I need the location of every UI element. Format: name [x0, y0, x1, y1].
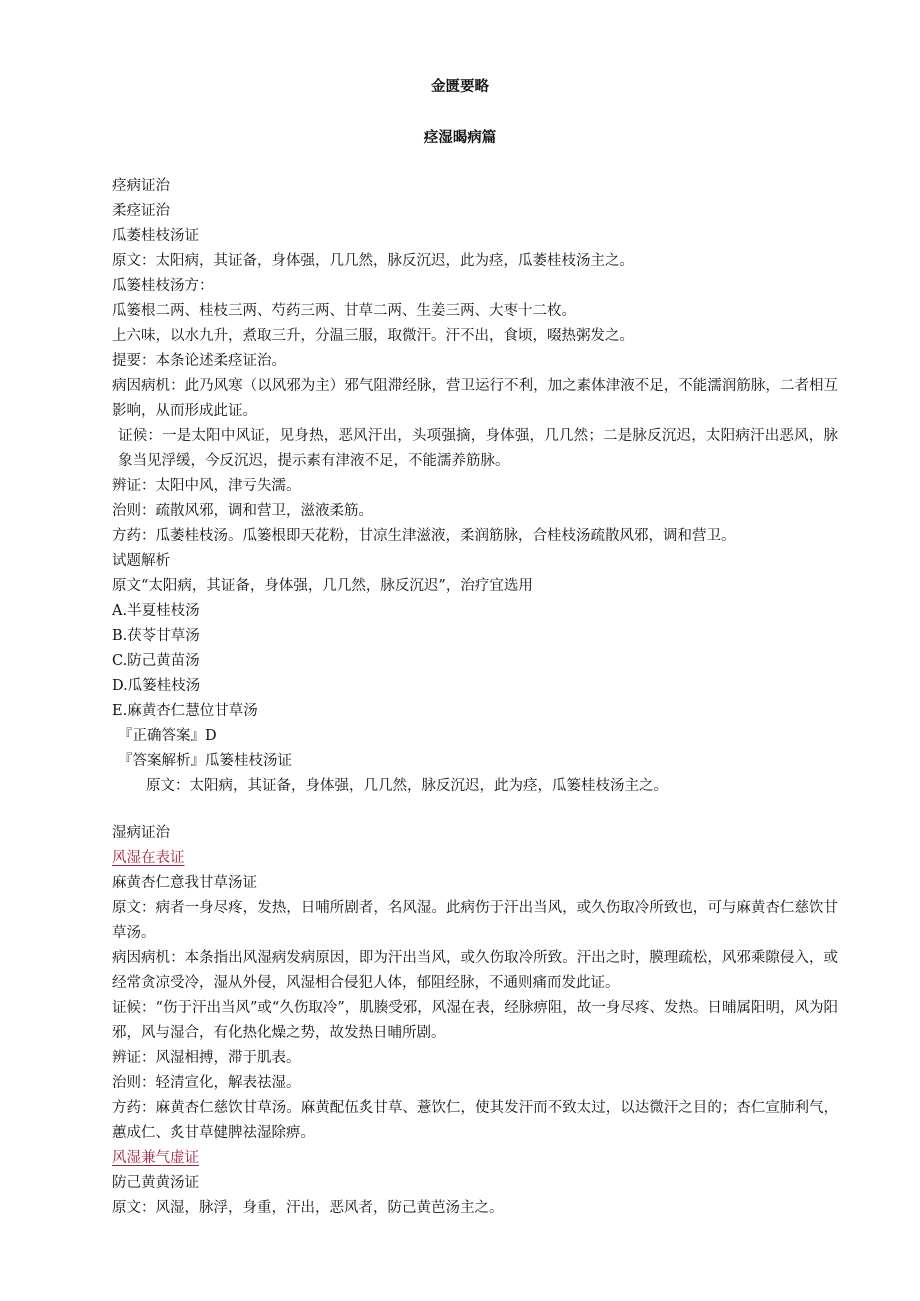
exam-question: 原文“太阳病，其证备，身体强，几几然，脉反沉迟”，治疗宜选用	[112, 578, 533, 594]
pathogenesis-text: 病因病机：此乃风寒（以风邪为主）邪气阻滞经脉，营卫运行不利，加之素体津液不足，不能濡润筋脉，二者相互影响，从而形成此证。	[112, 378, 838, 419]
section-heading: 痉病证治	[112, 178, 170, 194]
formula-ingredients: 瓜篓根二两、桂枝三两、芍药三两、甘草二两、生姜三两、大枣十二枚。	[112, 303, 576, 319]
original-text: 原文：风湿，脉浮，身重，汗出，恶风者，防己黄芭汤主之。	[112, 1200, 504, 1216]
treatment-principle-text: 治则：轻清宣化，解表祛湿。	[112, 1075, 301, 1091]
differentiation-text: 辨证：风湿相搏，滞于肌表。	[112, 1050, 301, 1066]
answer-explanation: 『答案解析』瓜篓桂枝汤证	[118, 753, 292, 769]
option-a: A.半夏桂枝汤	[112, 603, 200, 619]
formula-heading: 瓜萎桂枝汤证	[112, 228, 199, 244]
treatment-principle-text: 治则：疏散风邪，调和营卫，滋液柔筋。	[112, 503, 373, 519]
formula-heading: 麻黄杏仁意我甘草汤证	[112, 875, 257, 891]
original-text: 原文：病者一身尽疼，发热，日哺所剧者，名风湿。此病伤于汗出当风，或久伤取冷所致也，可与麻黄杏仁慈饮甘草汤。	[112, 900, 838, 941]
prescription-text: 方药：麻黄杏仁慈饮甘草汤。麻黄配伍炙甘草、薏饮仁，使其发汗而不致太过，以达微汗之目的；杏仁宣肺利气，蕙成仁、炙甘草健脾祛湿除痹。	[112, 1100, 838, 1141]
formula-label: 瓜篓桂枝汤方：	[112, 278, 214, 294]
exam-heading: 试题解析	[112, 553, 170, 569]
option-c: C.防己黄苗汤	[112, 653, 200, 669]
spacer	[112, 799, 838, 821]
prescription-text: 方药：瓜萎桂枝汤。瓜篓根即天花粉，甘凉生津滋液，柔润筋脉，合桂枝汤疏散风邪，调和营卫。	[112, 528, 736, 544]
syndrome-text: 证候：一是太阳中风证，见身热，恶风汗出，头项强摘，身体强，几几然；二是脉反沉迟，太阳病汗出恶风，脉象当见浮缓，今反沉迟，提示素有津液不足，不能濡养筋脉。	[118, 428, 838, 469]
section-heading: 湿病证治	[112, 825, 170, 841]
option-d: D.瓜篓桂枝汤	[112, 678, 201, 694]
explanation-original-text: 原文：太阳病，其证备，身体强，几几然，脉反沉迟，此为痉，瓜篓桂枝汤主之。	[146, 778, 668, 794]
document-body	[112, 174, 838, 1221]
original-text: 原文：太阳病，其证备，身体强，几几然，脉反沉迟，此为痉，瓜萎桂枝汤主之。	[112, 253, 634, 269]
syndrome-text: 证候：“伤于汗出当风”或“久伤取冷”，肌腠受邪，风湿在表，经脉痹阻，故一身尽疼、发热。日晡属阳明，风为阳邪，风与湿合，有化热化燥之势，故发热日晡所剧。	[112, 1000, 838, 1041]
option-e: E.麻黄杏仁慧位甘草汤	[112, 703, 258, 719]
chapter-title: 痉湿暍病篇	[423, 130, 497, 146]
formula-method: 上六味，以水九升，煮取三升，分温三服，取微汗。汗不出，食顷，啜热粥发之。	[112, 328, 634, 344]
summary-text: 提要：本条论述柔痉证治。	[112, 353, 286, 369]
formula-heading: 防己黄黄汤证	[112, 1175, 199, 1191]
subsection-heading-red: 风湿在表证	[112, 850, 185, 866]
subsection-heading-red: 风湿兼气虚证	[112, 1150, 199, 1166]
doc-title: 金匮要略	[431, 79, 489, 95]
correct-answer: 『正确答案』D	[118, 728, 217, 744]
subsection-heading: 柔痉证治	[112, 203, 170, 219]
option-b: B.茯苓甘草汤	[112, 628, 200, 644]
pathogenesis-text: 病因病机：本条指出风湿病发病原因，即为汗出当风，或久伤取冷所致。汗出之时，膜理疏松，风邪乘隙侵入，或经常贪凉受冷，湿从外侵，风湿相合侵犯人体，郁阻经脉，不通则痛而发此证。	[112, 950, 838, 991]
differentiation-text: 辨证：太阳中风，津亏失濡。	[112, 478, 301, 494]
